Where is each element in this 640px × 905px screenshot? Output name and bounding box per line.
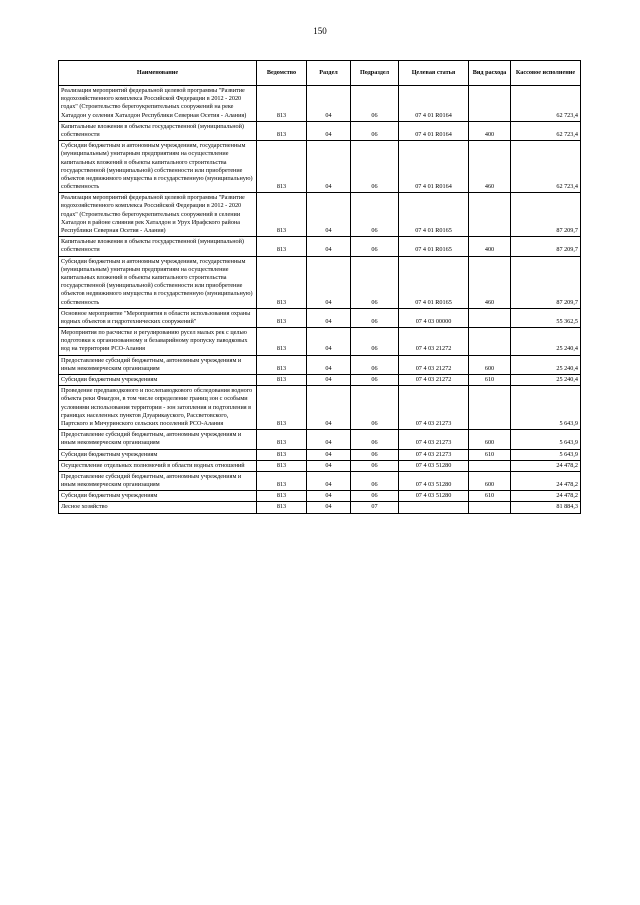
cell-section: 04 (307, 460, 351, 471)
cell-name: Субсидии бюджетным и автономным учреждениям, государственным (муниципальным) унитарным предприятиям на осуществление капитальных вложений в объекты капитального строительства государственной (муниципальной) собственности или приобретение объектов недвижимого имущества в государственную (муниципальную) собственность (59, 256, 257, 308)
cell-section: 04 (307, 86, 351, 122)
cell-subsection: 06 (351, 355, 399, 374)
cell-name: Субсидии бюджетным и автономным учреждениям, государственным (муниципальным) унитарным предприятиям на осуществление капитальных вложений в объекты капитального строительства государственной (муниципальной) собственности или приобретение объектов недвижимого имущества в государственную (муниципальную) собственность (59, 141, 257, 193)
cell-department: 813 (257, 386, 307, 430)
cell-department: 813 (257, 471, 307, 490)
table-header-row (59, 61, 581, 86)
cell-name: Реализация мероприятий федеральной целевой программы "Развитие водохозяйственного комплекса Российской Федерации в 2012 - 2020 годах" (Строительство берегоукрепительных сооружений в селении Хаталдон в районе слияния рек Хаталдон и Урух Ирафского района Республики Северная Осетия - Алания) (59, 193, 257, 237)
header-target-article: Целевая статья (399, 61, 469, 86)
table-row (59, 502, 581, 513)
cell-department: 813 (257, 355, 307, 374)
cell-name: Предоставление субсидий бюджетным, автономным учреждениям и иным некоммерческим организациям (59, 471, 257, 490)
cell-subsection: 06 (351, 460, 399, 471)
cell-name: Лесное хозяйство (59, 502, 257, 513)
cell-section: 04 (307, 430, 351, 449)
table-row (59, 86, 581, 122)
table-row (59, 121, 581, 140)
cell-target-article (399, 502, 469, 513)
cell-target-article: 07 4 03 21273 (399, 430, 469, 449)
cell-name: Осуществление отдельных полномочий в области водных отношений (59, 460, 257, 471)
cell-cash-execution: 24 478,2 (511, 460, 581, 471)
cell-target-article: 07 4 03 51280 (399, 491, 469, 502)
table-row (59, 355, 581, 374)
cell-department: 813 (257, 460, 307, 471)
cell-subsection: 06 (351, 86, 399, 122)
cell-expense-type: 600 (469, 430, 511, 449)
cell-name: Капитальные вложения в объекты государственной (муниципальной) собственности (59, 237, 257, 256)
cell-name: Предоставление субсидий бюджетным, автономным учреждениям и иным некоммерческим организациям (59, 430, 257, 449)
table-row (59, 430, 581, 449)
cell-cash-execution: 5 643,9 (511, 430, 581, 449)
table-row (59, 471, 581, 490)
cell-expense-type (469, 328, 511, 356)
cell-name: Основное мероприятие "Мероприятия в области использования охраны водных объектов и гидротехнических сооружений" (59, 308, 257, 327)
cell-expense-type: 600 (469, 355, 511, 374)
cell-section: 04 (307, 471, 351, 490)
cell-department: 813 (257, 449, 307, 460)
cell-expense-type: 460 (469, 256, 511, 308)
page-number: 150 (313, 26, 327, 36)
cell-subsection: 06 (351, 193, 399, 237)
cell-expense-type (469, 193, 511, 237)
header-name: Наименование (59, 61, 257, 86)
cell-target-article: 07 4 03 00000 (399, 308, 469, 327)
cell-name: Реализация мероприятий федеральной целевой программы "Развитие водохозяйственного комплекса Российской Федерации в 2012 - 2020 годах" (Строительство берегоукрепительных сооружений на реке Хатаддон у селения Хаталдон Республики Северная Осетия - Алания) (59, 86, 257, 122)
cell-subsection: 06 (351, 375, 399, 386)
cell-cash-execution: 87 209,7 (511, 256, 581, 308)
cell-section: 04 (307, 121, 351, 140)
cell-section: 04 (307, 502, 351, 513)
cell-section: 04 (307, 308, 351, 327)
header-expense-type: Вид расхода (469, 61, 511, 86)
cell-subsection: 06 (351, 491, 399, 502)
cell-subsection: 06 (351, 141, 399, 193)
table-row (59, 308, 581, 327)
cell-expense-type: 610 (469, 449, 511, 460)
cell-department: 813 (257, 86, 307, 122)
cell-cash-execution: 62 723,4 (511, 141, 581, 193)
header-section: Раздел (307, 61, 351, 86)
header-department: Ведомство (257, 61, 307, 86)
cell-name: Предоставление субсидий бюджетным, автономным учреждениям и иным некоммерческим организациям (59, 355, 257, 374)
cell-section: 04 (307, 237, 351, 256)
cell-department: 813 (257, 328, 307, 356)
cell-department: 813 (257, 141, 307, 193)
cell-expense-type: 600 (469, 471, 511, 490)
cell-expense-type (469, 308, 511, 327)
cell-target-article: 07 4 03 21273 (399, 449, 469, 460)
cell-cash-execution: 87 209,7 (511, 237, 581, 256)
cell-expense-type: 400 (469, 121, 511, 140)
cell-cash-execution: 5 643,9 (511, 386, 581, 430)
cell-target-article: 07 4 03 21272 (399, 328, 469, 356)
cell-cash-execution: 25 240,4 (511, 375, 581, 386)
cell-cash-execution: 62 723,4 (511, 121, 581, 140)
cell-cash-execution: 25 240,4 (511, 355, 581, 374)
cell-target-article: 07 4 01 R0164 (399, 121, 469, 140)
header-subsection: Подраздел (351, 61, 399, 86)
cell-name: Субсидии бюджетным учреждениям (59, 491, 257, 502)
cell-subsection: 07 (351, 502, 399, 513)
budget-execution-table (58, 60, 581, 514)
cell-department: 813 (257, 237, 307, 256)
cell-subsection: 06 (351, 121, 399, 140)
cell-department: 813 (257, 121, 307, 140)
cell-section: 04 (307, 256, 351, 308)
cell-department: 813 (257, 491, 307, 502)
cell-section: 04 (307, 193, 351, 237)
cell-cash-execution: 87 209,7 (511, 193, 581, 237)
cell-name: Проведение предпаводкового и послепаводкового обследования водного объекта реки Фиагдон, в том числе определение границ зон с особыми условиями использования территории - зон затопления и подтопления в границах населенных пунктов Дзуарикауского, Рассветовского, Партского и Мичуринского сельских поселений РСО-Алания (59, 386, 257, 430)
cell-section: 04 (307, 328, 351, 356)
cell-subsection: 06 (351, 449, 399, 460)
cell-subsection: 06 (351, 328, 399, 356)
cell-target-article: 07 4 01 R0164 (399, 86, 469, 122)
cell-subsection: 06 (351, 308, 399, 327)
cell-section: 04 (307, 449, 351, 460)
cell-section: 04 (307, 375, 351, 386)
table-row (59, 460, 581, 471)
cell-target-article: 07 4 03 21272 (399, 355, 469, 374)
cell-cash-execution: 81 884,3 (511, 502, 581, 513)
cell-target-article: 07 4 01 R0164 (399, 141, 469, 193)
cell-target-article: 07 4 03 51280 (399, 460, 469, 471)
cell-cash-execution: 55 362,5 (511, 308, 581, 327)
cell-subsection: 06 (351, 237, 399, 256)
cell-name: Субсидии бюджетным учреждениям (59, 375, 257, 386)
cell-target-article: 07 4 03 21272 (399, 375, 469, 386)
cell-name: Мероприятия по расчистке и регулированию русел малых рек с целью подготовки к организованному и безаварийному пропуску паводковых вод на территории РСО-Алания (59, 328, 257, 356)
cell-target-article: 07 4 03 51280 (399, 471, 469, 490)
cell-expense-type: 610 (469, 375, 511, 386)
table-body (59, 86, 581, 514)
table-row (59, 256, 581, 308)
cell-expense-type (469, 86, 511, 122)
cell-cash-execution: 5 643,9 (511, 449, 581, 460)
cell-target-article: 07 4 01 R0165 (399, 237, 469, 256)
cell-subsection: 06 (351, 471, 399, 490)
table-row (59, 237, 581, 256)
cell-target-article: 07 4 03 21273 (399, 386, 469, 430)
cell-cash-execution: 25 240,4 (511, 328, 581, 356)
cell-target-article: 07 4 01 R0165 (399, 193, 469, 237)
cell-expense-type (469, 386, 511, 430)
cell-expense-type: 460 (469, 141, 511, 193)
cell-department: 813 (257, 430, 307, 449)
cell-name: Субсидии бюджетным учреждениям (59, 449, 257, 460)
cell-department: 813 (257, 502, 307, 513)
cell-target-article: 07 4 01 R0165 (399, 256, 469, 308)
cell-department: 813 (257, 308, 307, 327)
table-row (59, 193, 581, 237)
cell-section: 04 (307, 386, 351, 430)
cell-department: 813 (257, 375, 307, 386)
cell-expense-type: 610 (469, 491, 511, 502)
table-row (59, 328, 581, 356)
table-row (59, 449, 581, 460)
cell-cash-execution: 62 723,4 (511, 86, 581, 122)
table-row (59, 491, 581, 502)
table-row (59, 375, 581, 386)
cell-section: 04 (307, 355, 351, 374)
cell-cash-execution: 24 478,2 (511, 491, 581, 502)
cell-department: 813 (257, 256, 307, 308)
cell-subsection: 06 (351, 256, 399, 308)
cell-department: 813 (257, 193, 307, 237)
cell-section: 04 (307, 141, 351, 193)
table-row (59, 386, 581, 430)
cell-name: Капитальные вложения в объекты государственной (муниципальной) собственности (59, 121, 257, 140)
cell-section: 04 (307, 491, 351, 502)
cell-expense-type (469, 502, 511, 513)
cell-subsection: 06 (351, 430, 399, 449)
table-row (59, 141, 581, 193)
header-cash-execution: Кассовое исполнение (511, 61, 581, 86)
cell-expense-type (469, 460, 511, 471)
cell-expense-type: 400 (469, 237, 511, 256)
cell-subsection: 06 (351, 386, 399, 430)
cell-cash-execution: 24 478,2 (511, 471, 581, 490)
